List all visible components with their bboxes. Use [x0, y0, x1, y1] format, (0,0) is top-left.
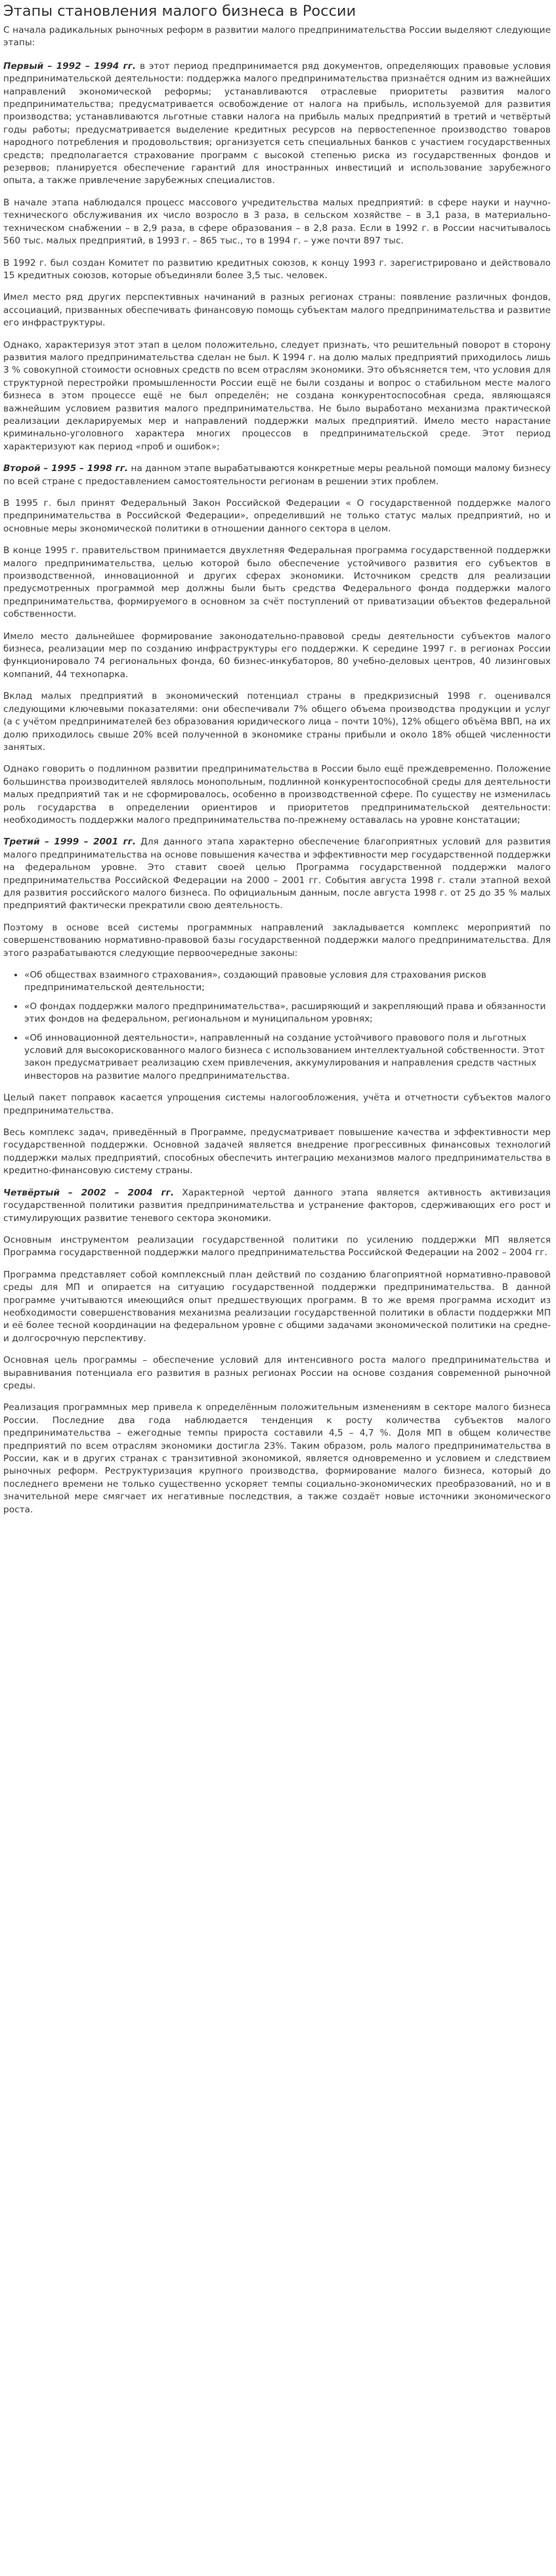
intro-text: С начала радикальных рыночных реформ в развитии малого предпринимательства России выделяют следующие этапы: [3, 25, 551, 49]
article-body-part-1 [3, 60, 551, 960]
paragraph [3, 1127, 551, 1178]
paragraph [3, 60, 551, 188]
paragraph [3, 545, 551, 621]
paragraph-text: Целый пакет поправок касается упрощения системы налогообложения, учёта и отчетности субъектов малого предпринимательства. [3, 1092, 551, 1116]
laws-list [3, 969, 551, 1083]
paragraph-text: Характерной чертой данного этапа является активность активизация государственной политики развития предпринимательства и устранение факторов, сдерживающих его рост и стимулирующих развитие теневого сектора экономики. [3, 1187, 551, 1224]
paragraph-text: Программа представляет собой комплексный план действий по созданию благоприятной нормативно-правовой среды для МП и опирается на ситуацию государственной поддержки предпринимательства. В данной программе учитываются имеющийся опыт предшествующих программ. В то же время программа исходит из необходимости совершенствования механизма реализации государственной политики в области поддержки МП и её более тесной координации на федеральном уровне с общими задачами экономической политики на средне- и долгосрочную перспективу. [3, 1269, 551, 1344]
paragraph [3, 1234, 551, 1260]
paragraph [3, 631, 551, 682]
paragraph [3, 836, 551, 912]
paragraph-text: В 1995 г. был принят Федеральный Закон Российской Федерации « О государственной поддержке малого предпринимательства в Российской Федерации», определивший не только статус малых предприятий, но и основные меры экономической политики в отношении данного сектора в целом. [3, 498, 551, 534]
paragraph-text: Основная цель программы – обеспечение условий для интенсивного роста малого предпринимательства и выравнивания потенциала его развития в разных регионах России на основе создания современной рыночной среды. [3, 1355, 551, 1391]
paragraph-text: В конце 1995 г. правительством принимается двухлетняя Федеральная программа государственной поддержки малого предпринимательства, целью которой было обеспечение устойчивого развития его субъектов в производственной, инновационной и других сферах экономики. Источником средств для реализации предусмотренных программой мер должны были быть средства Федерального фонда поддержки малого предпринимательства, формируемого в основном за счёт поступлений от приватизации объектов федеральной собственности. [3, 545, 551, 620]
paragraph-text: Весь комплекс задач, приведённый в Программе, предусматривает повышение качества и эффективности мер государственной поддержки. Основной задачей является внедрение прогрессивных финансовых технологий поддержки малых предприятий, способных обеспечить интеграцию механизмов малого предпринимательства в кредитно-финансовую систему страны. [3, 1127, 551, 1176]
paragraph [3, 257, 551, 283]
law-list-item: • «Об обществах взаимного страхования», создающий правовые условия для страхования рисков предпринимательской деятельности; [24, 969, 551, 995]
stage-heading: Первый – 1992 – 1994 гг. [3, 60, 137, 72]
paragraph-text: Для данного этапа характерно обеспечение благоприятных условий для развития малого предпринимательства на основе повышения качества и эффективности мер государственной поддержки на федеральном уровне. Это ставит своей целью Программа государственной поддержки малого предпринимательства Российской Федерации на 2000 – 2001 гг. События августа 1998 г. стали этапной вехой для развития российского малого бизнеса. По официальным данным, после августа 1998 г. от 25 до 35 % малых предприятий фактически прекратили свою деятельность. [3, 837, 551, 911]
paragraph [3, 1187, 551, 1225]
paragraph [3, 463, 551, 488]
article-body-part-2 [3, 1092, 551, 1516]
paragraph [3, 1354, 551, 1392]
paragraph-text: В 1992 г. был создан Комитет по развитию кредитных союзов, к концу 1993 г. зарегистрировано и действовало 15 кредитных союзов, которые объединяли более 3,5 тыс. человек. [3, 257, 551, 281]
stage-heading: Третий – 1999 – 2001 гг. [3, 837, 137, 848]
paragraph [3, 1092, 551, 1117]
paragraph-text: В начале этапа наблюдался процесс массового учредительства малых предприятий: в сфере науки и научно-технического обслуживания их число возросло в 3 раза, в сельском хозяйстве – в 3,1 раза, в материально-техническом снабжении – в 2,9 раза, в сфере образования – в 2,8 раза. Если в 1992 г. в России насчитывалось 560 тыс. малых предприятий, в 1993 г. – 865 тыс., то в 1994 г. – уже почти 897 тыс. [3, 197, 551, 247]
paragraph-text: Однако говорить о подлинном развитии предпринимательства в России было ещё преждевременно. Положение большинства производителей являлось монопольным, подлинной конкурентоспособной среды для деятельности малых предприятий так и не сформировалось, особенно в производственной сфере. По существу не изменилась роль государства в определении ориентиров и приоритетов предпринимательской деятельности: необходимость поддержки малого предпринимательства по-прежнему оставалась на уровне констатации; [3, 764, 551, 825]
page-title: Этапы становления малого бизнеса в России [3, 3, 356, 20]
paragraph [3, 497, 551, 535]
paragraph [3, 1402, 551, 1516]
paragraph [3, 197, 551, 248]
law-list-item: • «О фондах поддержки малого предпринимательства», расширяющий и закрепляющий права и обязанности этих фондов на федеральном, региональном и муниципальном уровнях; [24, 1001, 551, 1026]
paragraph-text: Поэтому в основе всей системы программных направлений закладывается комплекс мероприятий по совершенствованию нормативно-правовой базы государственной поддержки малого предпринимательства. Для этого разрабатываются следующие первоочередные законы: [3, 922, 551, 959]
paragraph-text: Реализация программных мер привела к определённым положительным изменениям в секторе малого бизнеса России. Последние два года наблюдается тенденция к росту количества субъектов малого предпринимательства – ежегодные темпы прироста составили 4,5 – 4,7 %. Доля МП в общем количестве предприятий по всем отраслям экономики достигла 23%. Таким образом, роль малого предпринимательства в России, как и в других странах с транзитивной экономикой, является одновременно и условием и следствием рыночных реформ. Реструктуризация крупного производства, формирование малого бизнеса, который до последнего времени не только существенно ускоряет темпы социально-экономических преобразований, но и в значительной мере смягчает их негативные последствия, а также создаёт новые источники экономического роста. [3, 1402, 551, 1515]
paragraph [3, 922, 551, 960]
paragraph-text: Основным инструментом реализации государственной политики по усилению поддержки МП является Программа государственной поддержки малого предпринимательства Российской Федерации на 2002 – 2004 гг. [3, 1234, 551, 1258]
paragraph [3, 1269, 551, 1345]
stage-heading: Второй – 1995 – 1998 гг. [3, 463, 129, 474]
paragraph-text: Имело место дальнейшее формирование законодательно-правовой среды деятельности субъектов малого бизнеса, реализации мер по созданию инфраструктуры его поддержки. К середине 1997 г. в регионах России функционировало 74 региональных фонда, 60 бизнес-инкубаторов, 80 учебно-деловых центров, 40 лизинговых компаний, 44 технопарка. [3, 631, 551, 680]
paragraph [3, 763, 551, 827]
paragraph-text: на данном этапе вырабатываются конкретные меры реальной помощи малому бизнесу по всей стране с предоставлением самостоятельности регионам в решении этих проблем. [3, 463, 551, 487]
paragraph [3, 339, 551, 454]
paragraph-text: Вклад малых предприятий в экономический потенциал страны в предкризисный 1998 г. оценивался следующими ключевыми показателями: они обеспечивали 7% общего объема производства продукции и услуг (а с учётом предпринимателей без образования юридического лица – почти 10%), 12% общего объёма ВВП, на их долю приходилось свыше 20% всей полученной в экономике страны прибыли и около 18% общей численности занятых. [3, 691, 551, 753]
stage-heading: Четвёртый – 2002 – 2004 гг. [3, 1187, 175, 1198]
paragraph [3, 690, 551, 754]
paragraph-text: в этот период предпринимается ряд документов, определяющих правовые условия предпринимательской деятельности: поддержка малого предпринимательства признаётся одним из важнейших направлений экономической реформы; устанавливаются отраслевые приоритеты развития малого предпринимательства; предусматривается освобождение от налога на прибыль, используемой для развития производства; устанавливаются льготные ставки налога на прибыль малых предприятий в третий и четвёртый годы работы; предусматривается выделение кредитных ресурсов на первостепенное производство товаров народного потребления и продовольствия; организуется сеть специальных банков с участием государственных средств; предполагается страхование программ с высокой степенью риска из государственных фондов и резервов; планируется обеспечение гарантий для иностранных инвестиций и использование зарубежного опыта, а также привлечение зарубежных специалистов. [3, 60, 551, 186]
law-list-item: • «Об инновационной деятельности», направленный на создание устойчивого правового поля и льготных условий для высокорискованного малого бизнеса с использованием интеллектуальной собственности. Этот закон предусматривает реализацию схем привлечения, аккумулирования и направления средств частных инвесторов на развитие малого предпринимательства. [24, 1032, 551, 1083]
paragraph-text: Однако, характеризуя этот этап в целом положительно, следует признать, что решительный поворот в сторону развития малого предпринимательства сделан не был. К 1994 г. на долю малых предприятий приходилось лишь 3 % совокупной стоимости основных средств по всем отраслям экономики. Это объясняется тем, что условия для структурной перестройки промышленности России ещё не были созданы и вопрос о стабильном месте малого бизнеса в этом процессе ещё не был определён; не создана конкурентоспособная среда, являющаяся важнейшим условием развития малого предпринимательства. Не было выработано механизма практической реализации декларируемых мер и направлений поддержки малых предприятий. Имело место нарастание криминально-уголовного характера многих процессов в предпринимательской среде. Этот период характеризуют как период «проб и ошибок»; [3, 339, 551, 452]
paragraph [3, 291, 551, 329]
paragraph-text: Имел место ряд других перспективных начинаний в разных регионах страны: появление различных фондов, ассоциаций, призванных обеспечивать финансовую помощь субъектам малого предпринимательства и развитие его инфраструктуры. [3, 292, 551, 329]
